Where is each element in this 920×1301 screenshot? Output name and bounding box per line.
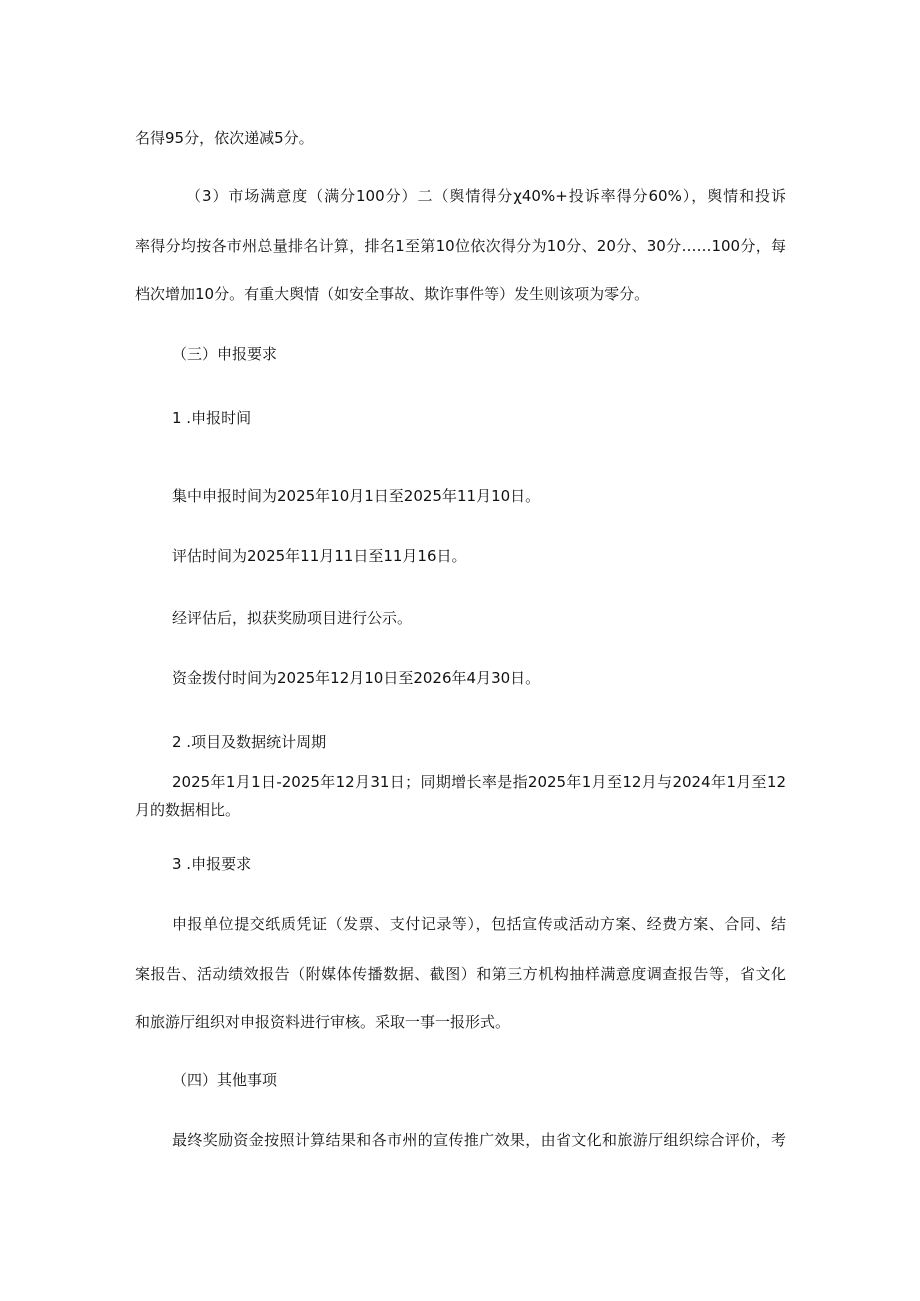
text-line-fund-disbursement: 资金拨付时间为2025年12月10日至2026年4月30日。 — [172, 669, 541, 687]
section-heading-other-matters: （四）其他事项 — [172, 1071, 278, 1089]
text-line-application-period: 集中申报时间为2025年10月1日至2025年11月10日。 — [172, 487, 541, 505]
subheading-statistics-period: 2 .项目及数据统计周期 — [172, 733, 327, 751]
text-line-zero-score-rule: 档次增加10分。有重大舆情（如安全事故、欺诈事件等）发生则该项为零分。 — [135, 285, 650, 303]
text-line-public-notice: 经评估后，拟获奖励项目进行公示。 — [172, 609, 413, 627]
text-line-submission-review: 和旅游厅组织对申报资料进行审核。采取一事一报形式。 — [135, 1013, 511, 1031]
subheading-submission-requirements: 3 .申报要求 — [172, 855, 252, 873]
text-line-final-reward: 最终奖励资金按照计算结果和各市州的宣传推广效果，由省文化和旅游厅组织综合评价，考 — [172, 1131, 786, 1149]
text-line-evaluation-period: 评估时间为2025年11月11日至11月16日。 — [172, 547, 467, 565]
subheading-application-time: 1 .申报时间 — [172, 409, 252, 427]
text-line-submission-reports: 案报告、活动绩效报告（附媒体传播数据、截图）和第三方机构抽样满意度调查报告等，省文化 — [135, 965, 786, 983]
section-heading-application-requirements: （三）申报要求 — [172, 345, 278, 363]
text-line-submission-documents: 申报单位提交纸质凭证（发票、支付记录等），包括宣传或活动方案、经费方案、合同、结 — [172, 915, 786, 933]
text-line-statistics-range: 2025年1月1日-2025年12月31日；同期增长率是指2025年1月至12月与2024年1月至12 — [172, 773, 786, 791]
text-line-market-satisfaction: （3）市场满意度（满分100分）二（舆情得分χ40%+投诉率得分60%），舆情和投诉 — [186, 187, 786, 205]
text-line-statistics-comparison: 月的数据相比。 — [135, 801, 241, 819]
text-line-ranking-rule: 率得分均按各市州总量排名计算，排名1至第10位依次得分为10分、20分、30分……100分，每 — [135, 237, 786, 255]
text-line-continuation: 名得95分，依次递减5分。 — [135, 129, 314, 147]
